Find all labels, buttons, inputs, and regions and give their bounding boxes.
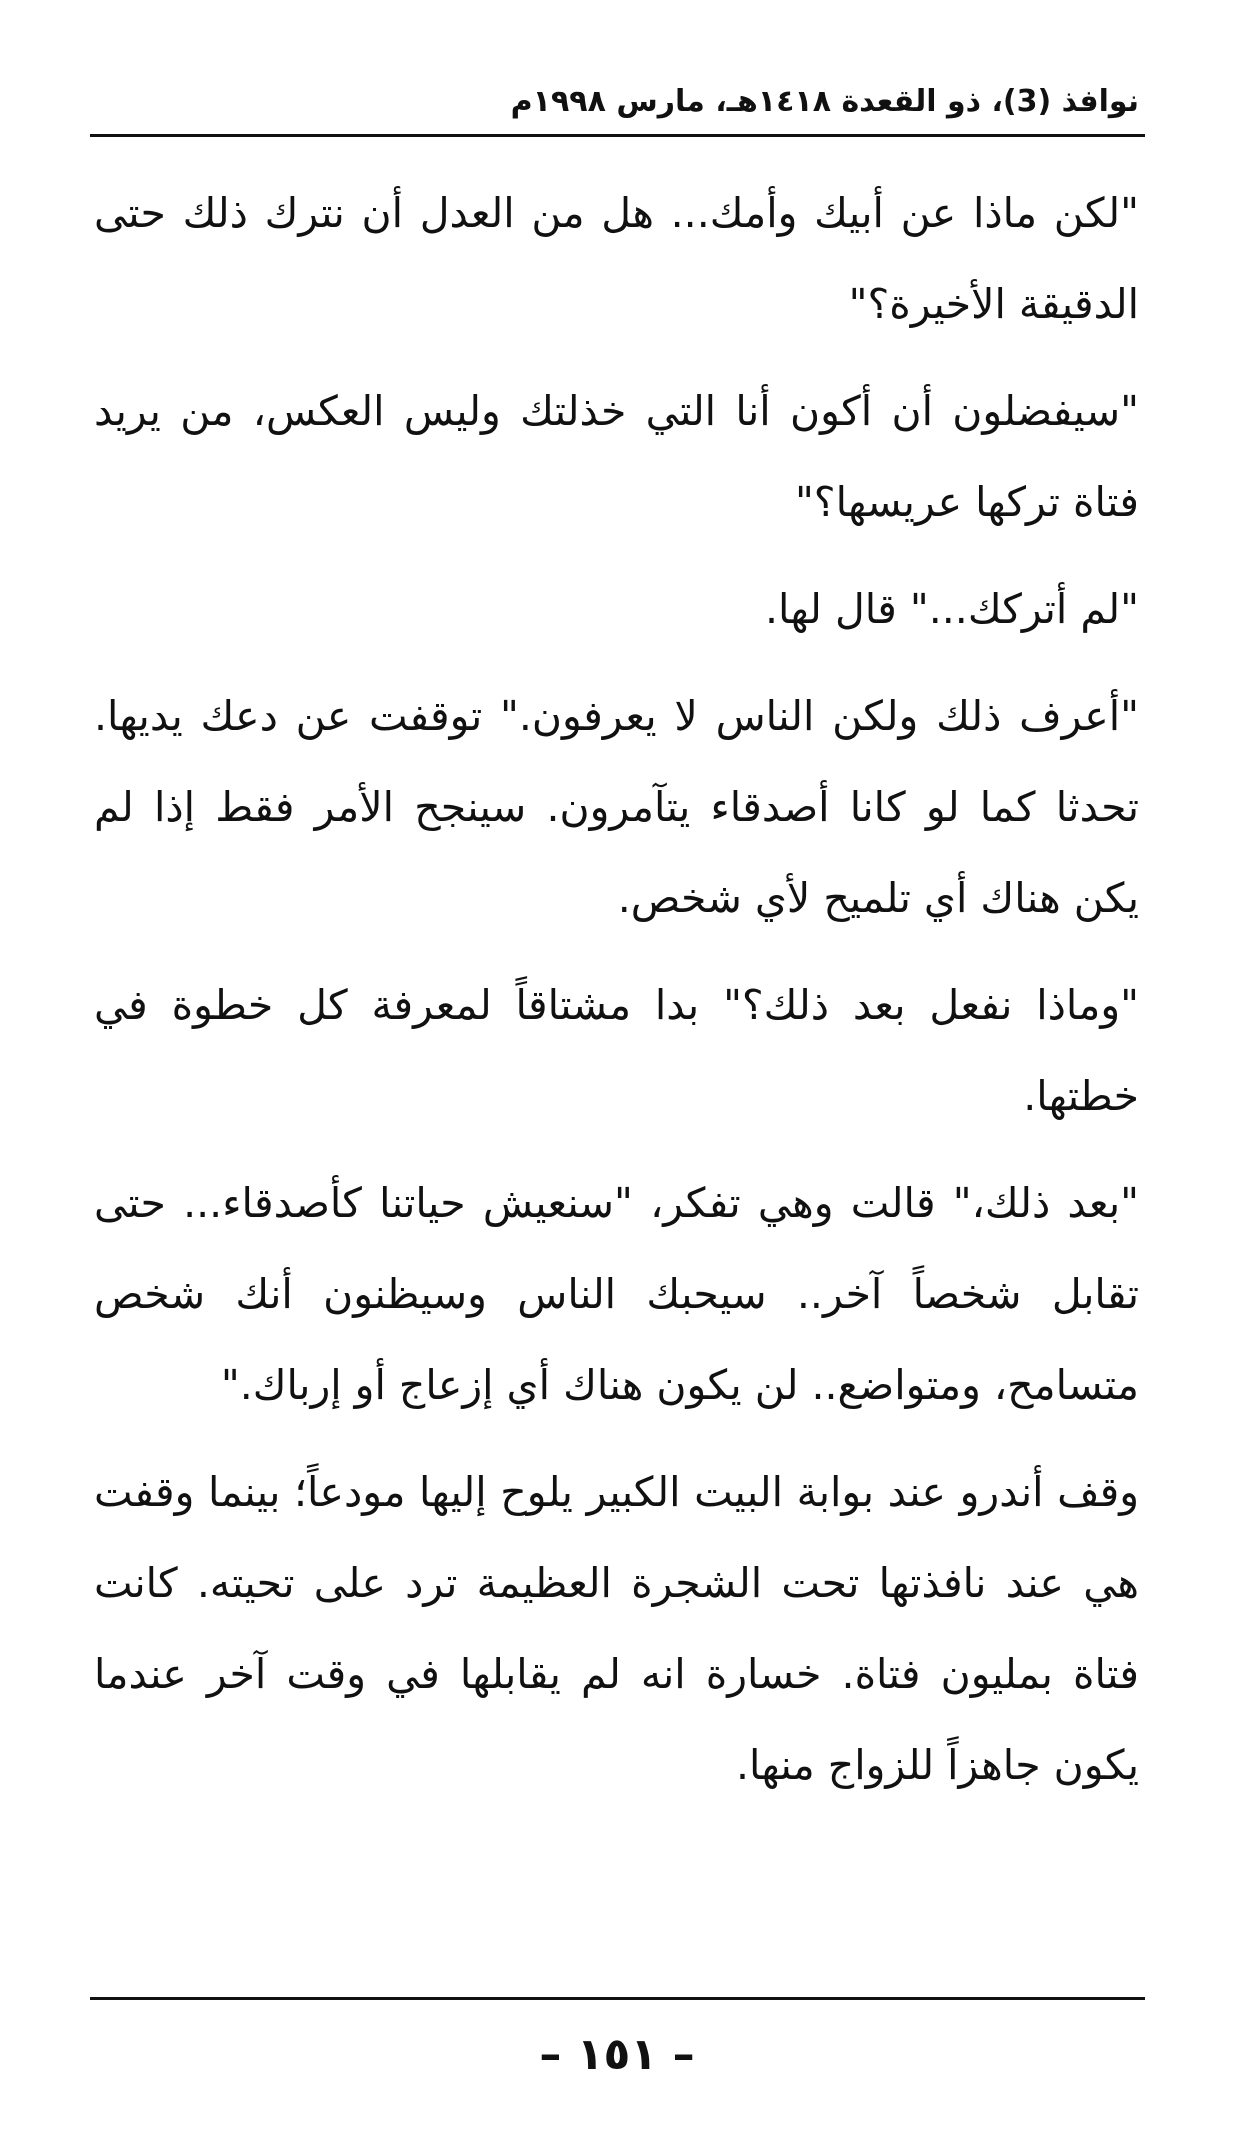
header-divider bbox=[90, 134, 1145, 137]
paragraph: "سيفضلون أن أكون أنا التي خذلتك وليس العكس، من يريد فتاة تركها عريسها؟" bbox=[94, 387, 1139, 526]
paragraph: "أعرف ذلك ولكن الناس لا يعرفون." توقفت عن دعك يديها. تحدثا كما لو كانا أصدقاء يتآمرون. سينجح الأمر فقط إذا لم يكن هناك أي تلميح لأي شخص. bbox=[94, 692, 1139, 922]
footer-divider bbox=[90, 1997, 1145, 2000]
body-text bbox=[94, 168, 1139, 1827]
page-number: – ١٥١ – bbox=[539, 2029, 695, 2080]
running-header: نوافذ (3)، ذو القعدة ١٤١٨هـ، مارس ١٩٩٨م bbox=[510, 84, 1139, 119]
paragraph: "بعد ذلك،" قالت وهي تفكر، "سنعيش حياتنا كأصدقاء... حتى تقابل شخصاً آخر.. سيحبك الناس وسيظنون أنك شخص متسامح، ومتواضع.. لن يكون هناك أي إزعاج أو إرباك." bbox=[94, 1179, 1139, 1409]
paragraph: "لكن ماذا عن أبيك وأمك... هل من العدل أن نترك ذلك حتى الدقيقة الأخيرة؟" bbox=[94, 189, 1139, 328]
paragraph: وقف أندرو عند بوابة البيت الكبير يلوح إليها مودعاً؛ بينما وقفت هي عند نافذتها تحت الشجرة العظيمة ترد على تحيته. كانت فتاة بمليون فتاة. خسارة انه لم يقابلها في وقت آخر عندما يكون جاهزاً للزواج منها. bbox=[94, 1468, 1139, 1789]
paragraph: "لم أتركك..." قال لها. bbox=[765, 585, 1139, 633]
paragraph: "وماذا نفعل بعد ذلك؟" بدا مشتاقاً لمعرفة كل خطوة في خطتها. bbox=[94, 981, 1139, 1120]
